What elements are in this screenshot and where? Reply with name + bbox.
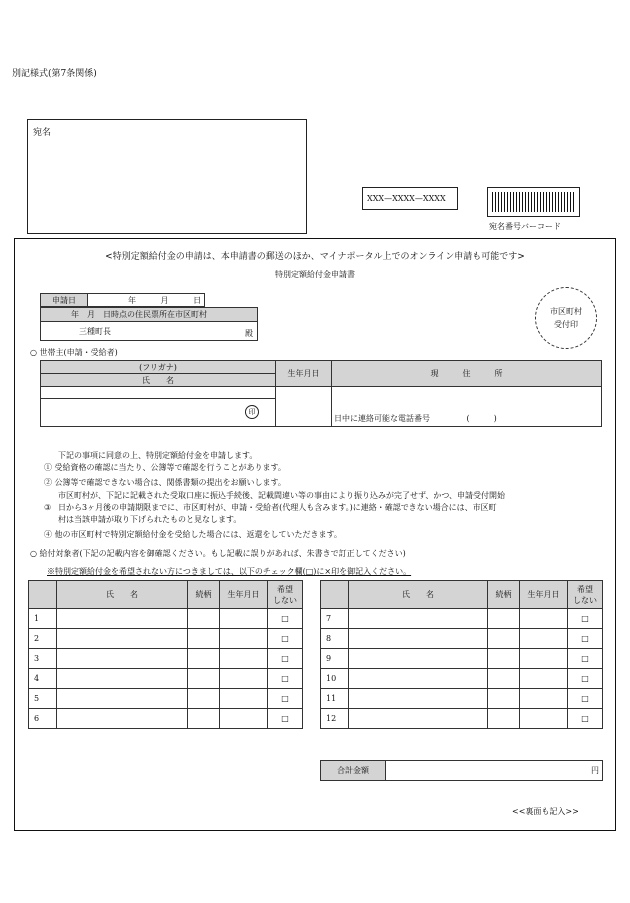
householder-table: [40, 360, 602, 427]
recipient-name-field[interactable]: [57, 709, 188, 729]
dono-label: 殿: [245, 329, 253, 338]
opt-out-checkbox[interactable]: □: [268, 669, 303, 689]
consent-item-3: [44, 490, 619, 526]
recipient-name-field[interactable]: [349, 689, 488, 709]
relation-field[interactable]: [188, 669, 220, 689]
opt-out-checkbox[interactable]: □: [568, 689, 603, 709]
birthdate-field[interactable]: [520, 629, 568, 649]
consent-item-3-line2: 日から3ヶ月後の申請期限までに、市区町村が、申請・受給者(代理人も含みます。)に連絡・確認できない場合には、市区町: [58, 503, 497, 512]
row-number: 3: [29, 649, 57, 669]
relation-field[interactable]: [488, 689, 520, 709]
row-number: 7: [321, 609, 349, 629]
row-number: 12: [321, 709, 349, 729]
left-recipient-row: [29, 709, 303, 729]
recipient-name-field[interactable]: [57, 669, 188, 689]
consent-item-3-line3: 村は当該申請が取り下げられたものと見なします。: [58, 515, 242, 524]
left-relation-header: 続柄: [188, 581, 220, 609]
recipients-note: ※特別定額給付金を希望されない方につきましては、以下のチェック欄(□)に×印を御記入ください。: [47, 567, 412, 576]
address-box: [27, 119, 307, 234]
furigana-header: (フリガナ): [41, 361, 276, 374]
right-recipient-row: [321, 669, 603, 689]
recipient-name-field[interactable]: [57, 629, 188, 649]
left-recipient-row: [29, 689, 303, 709]
row-number: 9: [321, 649, 349, 669]
residence-block: [40, 307, 258, 341]
left-recipient-row: [29, 609, 303, 629]
relation-field[interactable]: [188, 689, 220, 709]
birthdate-field[interactable]: [520, 649, 568, 669]
date-label: 申請日: [41, 294, 88, 307]
birthdate-field[interactable]: [520, 669, 568, 689]
row-number: 1: [29, 609, 57, 629]
opt-out-checkbox[interactable]: □: [268, 629, 303, 649]
recipient-name-field[interactable]: [349, 649, 488, 669]
row-number: 10: [321, 669, 349, 689]
phone-row: [332, 413, 601, 426]
birthdate-field[interactable]: [220, 629, 268, 649]
left-header-row: [29, 581, 303, 609]
seal-icon: 印: [245, 405, 259, 419]
birthdate-field[interactable]: [220, 649, 268, 669]
birthdate-field[interactable]: [520, 689, 568, 709]
row-number: 2: [29, 629, 57, 649]
recipient-name-field[interactable]: [57, 689, 188, 709]
barcode: [487, 187, 580, 217]
row-number: 8: [321, 629, 349, 649]
reception-stamp: [535, 287, 597, 349]
online-notice: <特別定額給付金の申請は、本申請書の郵送のほか、マイナポータル上でのオンライン申請も可能です>: [105, 252, 525, 262]
right-relation-header: 続柄: [488, 581, 520, 609]
right-recipient-row: [321, 629, 603, 649]
year-label: 年: [128, 295, 136, 305]
consent-item-1: ① 受給資格の確認に当たり、公簿等で確認を行うことがあります。: [44, 463, 286, 472]
consent-item-3-num: ③: [44, 503, 52, 512]
right-recipient-row: [321, 709, 603, 729]
consent-item-3-line1: 市区町村が、下記に記載された受取口座に振込手続後、記載間違い等の事由により振り込みが完了せず、かつ、申請受付開始: [58, 491, 506, 500]
opt-out-checkbox[interactable]: □: [568, 609, 603, 629]
birthdate-field[interactable]: [520, 709, 568, 729]
relation-field[interactable]: [488, 669, 520, 689]
right-name-header: 氏 名: [349, 581, 488, 609]
opt-out-checkbox[interactable]: □: [568, 709, 603, 729]
relation-field[interactable]: [188, 649, 220, 669]
left-birth-header: 生年月日: [220, 581, 268, 609]
application-block: [40, 293, 205, 307]
total-label: 合計金額: [321, 761, 386, 781]
relation-field[interactable]: [488, 649, 520, 669]
birthdate-field[interactable]: [520, 609, 568, 629]
form-label: 別記様式(第7条関係): [12, 69, 97, 79]
opt-out-checkbox[interactable]: □: [268, 689, 303, 709]
relation-field[interactable]: [488, 709, 520, 729]
right-recipient-row: [321, 649, 603, 669]
total-block: [320, 760, 603, 781]
right-birth-header: 生年月日: [520, 581, 568, 609]
stamp-line2: 受付印: [554, 320, 578, 329]
address-number: XXX—XXXX—XXXX: [367, 194, 446, 203]
name-header: 氏 名: [41, 374, 276, 387]
phone-label: 日中に連絡可能な電話番号: [334, 414, 430, 423]
right-recipient-row: [321, 689, 603, 709]
opt-out-checkbox[interactable]: □: [568, 629, 603, 649]
total-unit: 円: [591, 766, 599, 775]
recipient-name-field[interactable]: [349, 629, 488, 649]
opt-out-checkbox[interactable]: □: [568, 649, 603, 669]
birthdate-field[interactable]: [220, 689, 268, 709]
right-opt-header: 希望 しない: [568, 581, 603, 609]
opt-out-checkbox[interactable]: □: [268, 709, 303, 729]
residence-label: 年 月 日時点の住民票所在市区町村: [41, 308, 257, 322]
left-recipient-row: [29, 629, 303, 649]
consent-intro: 下記の事項に同意の上、特別定額給付金を申請します。: [58, 451, 258, 460]
mayor-name: 三種町長: [79, 327, 111, 336]
day-label: 日: [193, 295, 202, 305]
recipients-table-right: [320, 580, 603, 729]
relation-field[interactable]: [488, 609, 520, 629]
left-opt-header: 希望 しない: [268, 581, 303, 609]
phone-parens: ( ): [466, 414, 497, 423]
recipient-name-field[interactable]: [349, 709, 488, 729]
back-note: <<裏面も記入>>: [512, 807, 579, 816]
left-recipient-row: [29, 669, 303, 689]
stamp-line1: 市区町村: [550, 307, 582, 316]
row-number: 11: [321, 689, 349, 709]
row-number: 6: [29, 709, 57, 729]
relation-field[interactable]: [488, 629, 520, 649]
address-number-box: [362, 187, 458, 210]
recipient-name-field[interactable]: [349, 609, 488, 629]
opt-out-checkbox[interactable]: □: [268, 609, 303, 629]
form-title: 特別定額給付金申請書: [275, 270, 355, 279]
row-number: 4: [29, 669, 57, 689]
right-recipient-row: [321, 609, 603, 629]
birthdate-field[interactable]: [220, 709, 268, 729]
consent-items: [44, 462, 286, 489]
recipient-name-field[interactable]: [57, 649, 188, 669]
birthdate-field[interactable]: [220, 669, 268, 689]
address-header: 現 住 所: [332, 361, 602, 387]
right-header-row: [321, 581, 603, 609]
opt-out-checkbox[interactable]: □: [268, 649, 303, 669]
left-recipient-row: [29, 649, 303, 669]
address-field[interactable]: [332, 387, 602, 427]
recipients-table-left: [28, 580, 303, 729]
relation-field[interactable]: [188, 709, 220, 729]
consent-item-2: ② 公簿等で確認できない場合は、関係書類の提出をお願いします。: [44, 478, 286, 487]
birth-field[interactable]: [276, 387, 332, 427]
barcode-icon: [492, 192, 575, 212]
relation-field[interactable]: [188, 609, 220, 629]
birthdate-field[interactable]: [220, 609, 268, 629]
month-label: 月: [160, 295, 169, 305]
row-number: 5: [29, 689, 57, 709]
left-name-header: 氏 名: [57, 581, 188, 609]
date-field[interactable]: [88, 294, 205, 307]
barcode-label: 宛名番号バーコード: [489, 222, 561, 231]
birth-header: 生年月日: [276, 361, 332, 387]
address-label: 宛名: [33, 128, 52, 138]
recipient-name-field[interactable]: [349, 669, 488, 689]
recipient-name-field[interactable]: [57, 609, 188, 629]
mayor-row: [41, 322, 257, 341]
total-amount-field[interactable]: [386, 761, 603, 781]
recipients-section-label: ○ 給付対象者(下記の記載内容を御確認ください。もし記載に誤りがあれば、朱書きで訂正してください): [30, 549, 406, 558]
opt-out-checkbox[interactable]: □: [568, 669, 603, 689]
householder-section-label: ○ 世帯主(申請・受給者): [30, 348, 118, 357]
furigana-field[interactable]: [41, 387, 276, 399]
consent-item-4: ④ 他の市区町村で特別定額給付金を受給した場合には、返還をしていただきます。: [44, 530, 342, 539]
relation-field[interactable]: [188, 629, 220, 649]
name-field[interactable]: [41, 399, 276, 427]
